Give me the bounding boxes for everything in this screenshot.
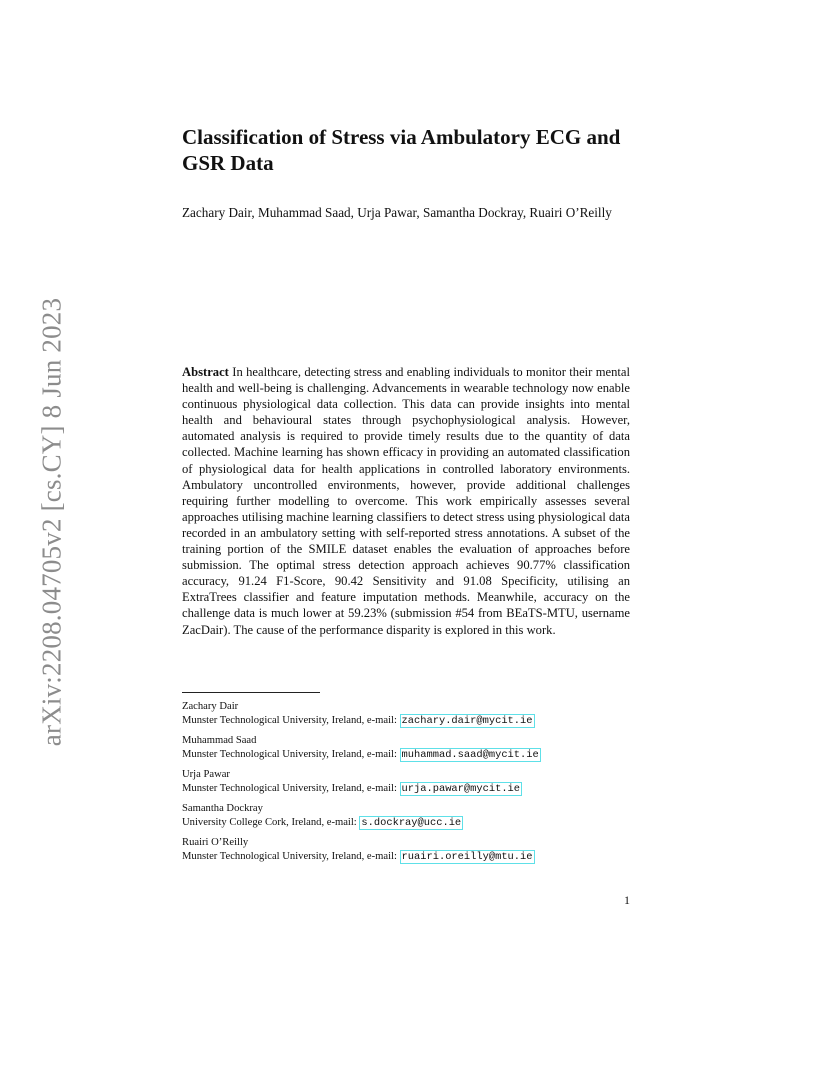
affiliation-institution: University College Cork, Ireland, e-mail: bbox=[182, 817, 360, 828]
paper-title: Classification of Stress via Ambulatory ECG and GSR Data bbox=[182, 125, 621, 175]
email-link[interactable]: ruairi.oreilly@mtu.ie bbox=[401, 851, 533, 863]
affiliation-entry bbox=[182, 768, 630, 796]
email-link[interactable]: muhammad.saad@mycit.ie bbox=[401, 749, 539, 761]
affiliation-institution: Munster Technological University, Ireland, e-mail: bbox=[182, 749, 400, 760]
arxiv-identifier: arXiv:2208.04705v2 [cs.CY] 8 Jun 2023 bbox=[36, 297, 67, 747]
email-link[interactable]: urja.pawar@mycit.ie bbox=[401, 783, 521, 795]
email-link[interactable]: s.dockray@ucc.ie bbox=[361, 817, 462, 829]
affiliation-institution: Munster Technological University, Ireland, e-mail: bbox=[182, 783, 400, 794]
affiliation-entry bbox=[182, 734, 630, 762]
affiliations bbox=[182, 700, 630, 870]
affiliation-author-name: Urja Pawar bbox=[182, 769, 230, 780]
affiliation-details bbox=[182, 782, 630, 796]
affiliation-details bbox=[182, 850, 630, 864]
affiliation-author-name: Ruairi O’Reilly bbox=[182, 837, 249, 848]
author-list: Zachary Dair, Muhammad Saad, Urja Pawar, Samantha Dockray, Ruairi O’Reilly bbox=[182, 205, 612, 220]
footnote-divider bbox=[182, 692, 320, 693]
email-link[interactable]: zachary.dair@mycit.ie bbox=[401, 715, 533, 727]
affiliation-author-name: Zachary Dair bbox=[182, 701, 239, 712]
affiliation-entry bbox=[182, 836, 630, 864]
affiliation-institution: Munster Technological University, Ireland, e-mail: bbox=[182, 851, 400, 862]
affiliation-author-name: Samantha Dockray bbox=[182, 803, 263, 814]
page-number: 1 bbox=[624, 893, 630, 907]
affiliation-institution: Munster Technological University, Ireland, e-mail: bbox=[182, 715, 400, 726]
affiliation-details bbox=[182, 748, 630, 762]
affiliation-details bbox=[182, 816, 630, 830]
affiliation-author-name: Muhammad Saad bbox=[182, 735, 257, 746]
abstract-label: Abstract bbox=[182, 365, 229, 379]
abstract-text: In healthcare, detecting stress and enabling individuals to monitor their mental health and well-being is challenging. Advancements in wearable technology now enable continuous physiological data collection. This data can provide insights into mental health and behavioural states through psychophysiological analysis. However, automated analysis is required to provide timely results due to the quantity of data collected. Machine learning has shown efficacy in providing an automated classification of physiological data for health applications in controlled laboratory environments. Ambulatory uncontrolled environments, however, provide additional challenges requiring further modelling to overcome. This work empirically assesses several approaches utilising machine learning classifiers to detect stress using physiological data recorded in an ambulatory setting with self-reported stress annotations. A subset of the training portion of the SMILE dataset enables the evaluation of approaches before submission. The optimal stress detection approach achieves 90.77% classification accuracy, 91.24 F1-Score, 90.42 Sensitivity and 91.08 Specificity, utilising an ExtraTrees classifier and feature imputation methods. Meanwhile, accuracy on the challenge data is much lower at 59.23% (submission #54 from BEaTS-MTU, username ZacDair). The cause of the performance disparity is explored in this work. bbox=[182, 365, 630, 637]
affiliation-entry bbox=[182, 802, 630, 830]
affiliation-entry bbox=[182, 700, 630, 728]
abstract bbox=[182, 364, 630, 638]
affiliation-details bbox=[182, 714, 630, 728]
